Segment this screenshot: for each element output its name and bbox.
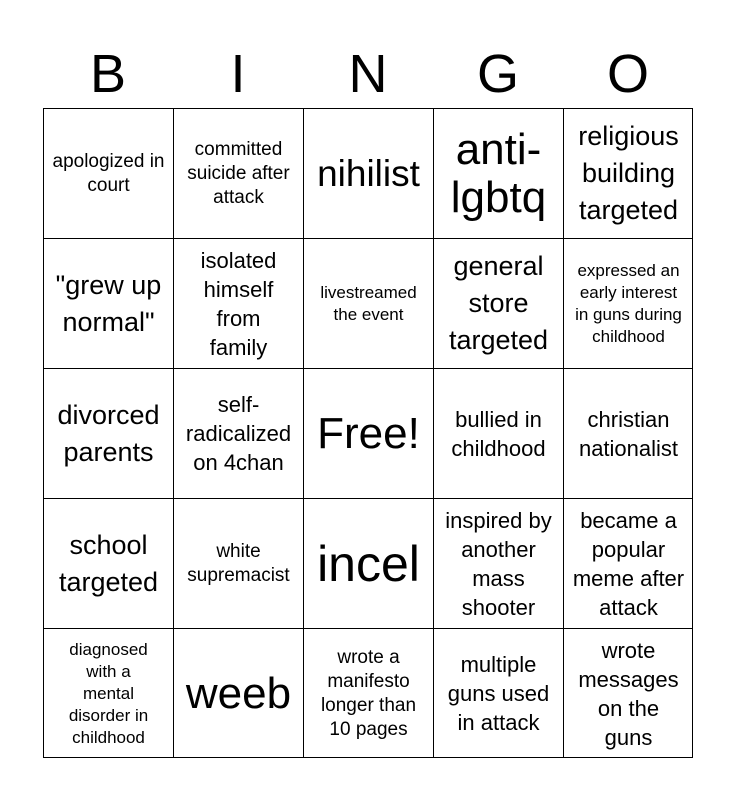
bingo-cell-r4c3[interactable] bbox=[303, 498, 433, 628]
bingo-cell-r2c3[interactable] bbox=[303, 238, 433, 368]
bingo-cell-r1c3[interactable] bbox=[303, 108, 433, 238]
header-letter-n: N bbox=[348, 44, 388, 104]
bingo-cell-text: expressed an early interest in guns during childhood bbox=[575, 260, 682, 346]
bingo-cell-text: anti-lgbtq bbox=[450, 124, 547, 222]
bingo-cell-text: isolated himself from family bbox=[200, 247, 277, 360]
bingo-cell-r5c4[interactable] bbox=[433, 628, 563, 758]
bingo-cell-text: became a popular meme after attack bbox=[572, 507, 685, 620]
bingo-cell-r4c5[interactable] bbox=[563, 498, 693, 628]
bingo-board bbox=[43, 108, 693, 758]
header-letter-o: O bbox=[606, 44, 649, 104]
bingo-cell-r4c1[interactable] bbox=[43, 498, 173, 628]
bingo-cell-r1c5[interactable] bbox=[563, 108, 693, 238]
bingo-cell-r2c1[interactable] bbox=[43, 238, 173, 368]
bingo-cell-r4c4[interactable] bbox=[433, 498, 563, 628]
bingo-cell-r2c4[interactable] bbox=[433, 238, 563, 368]
bingo-cell-text: diagnosed with a mental disorder in childhood bbox=[68, 639, 149, 747]
header-letter-g: G bbox=[476, 44, 519, 104]
header-letter-i: I bbox=[230, 44, 246, 104]
bingo-cell-text: general store targeted bbox=[448, 251, 549, 355]
bingo-cell-text: wrote a manifesto longer than 10 pages bbox=[320, 646, 417, 740]
bingo-cell-r3c4[interactable] bbox=[433, 368, 563, 498]
bingo-cell-text: religious building targeted bbox=[578, 121, 679, 225]
bingo-cell-text: inspired by another mass shooter bbox=[445, 507, 552, 620]
bingo-cell-text: apologized in court bbox=[52, 150, 165, 196]
bingo-cell-text: christian nationalist bbox=[578, 406, 679, 461]
bingo-cell-r1c1[interactable] bbox=[43, 108, 173, 238]
bingo-cell-text: "grew up normal" bbox=[55, 269, 162, 337]
bingo-cell-r5c5[interactable] bbox=[563, 628, 693, 758]
bingo-cell-text: self-radicalized on 4chan bbox=[185, 392, 292, 475]
bingo-cell-text: divorced parents bbox=[57, 399, 160, 467]
bingo-cell-text: livestreamed the event bbox=[320, 282, 417, 324]
bingo-cell-text: nihilist bbox=[317, 152, 420, 194]
bingo-cell-text: incel bbox=[317, 535, 420, 592]
bingo-cell-text: multiple guns used in attack bbox=[447, 652, 550, 735]
bingo-cell-text: white supremacist bbox=[187, 540, 290, 586]
bingo-cell-text: school targeted bbox=[58, 529, 159, 597]
bingo-header bbox=[43, 40, 693, 108]
bingo-cell-r3c1[interactable] bbox=[43, 368, 173, 498]
bingo-cell-text: committed suicide after attack bbox=[187, 138, 290, 208]
bingo-cell-r2c5[interactable] bbox=[563, 238, 693, 368]
bingo-cell-r1c4[interactable] bbox=[433, 108, 563, 238]
bingo-cell-r5c1[interactable] bbox=[43, 628, 173, 758]
bingo-cell-r2c2[interactable] bbox=[173, 238, 303, 368]
bingo-cell-free[interactable] bbox=[303, 368, 433, 498]
bingo-cell-text: wrote messages on the guns bbox=[578, 637, 679, 750]
bingo-cell-text: bullied in childhood bbox=[451, 406, 546, 461]
bingo-cell-r3c2[interactable] bbox=[173, 368, 303, 498]
bingo-cell-r1c2[interactable] bbox=[173, 108, 303, 238]
bingo-cell-r5c2[interactable] bbox=[173, 628, 303, 758]
bingo-cell-r5c3[interactable] bbox=[303, 628, 433, 758]
bingo-cell-text: Free! bbox=[317, 408, 420, 458]
bingo-cell-text: weeb bbox=[185, 668, 292, 718]
bingo-cell-r4c2[interactable] bbox=[173, 498, 303, 628]
bingo-cell-r3c5[interactable] bbox=[563, 368, 693, 498]
header-letter-b: B bbox=[89, 44, 127, 104]
